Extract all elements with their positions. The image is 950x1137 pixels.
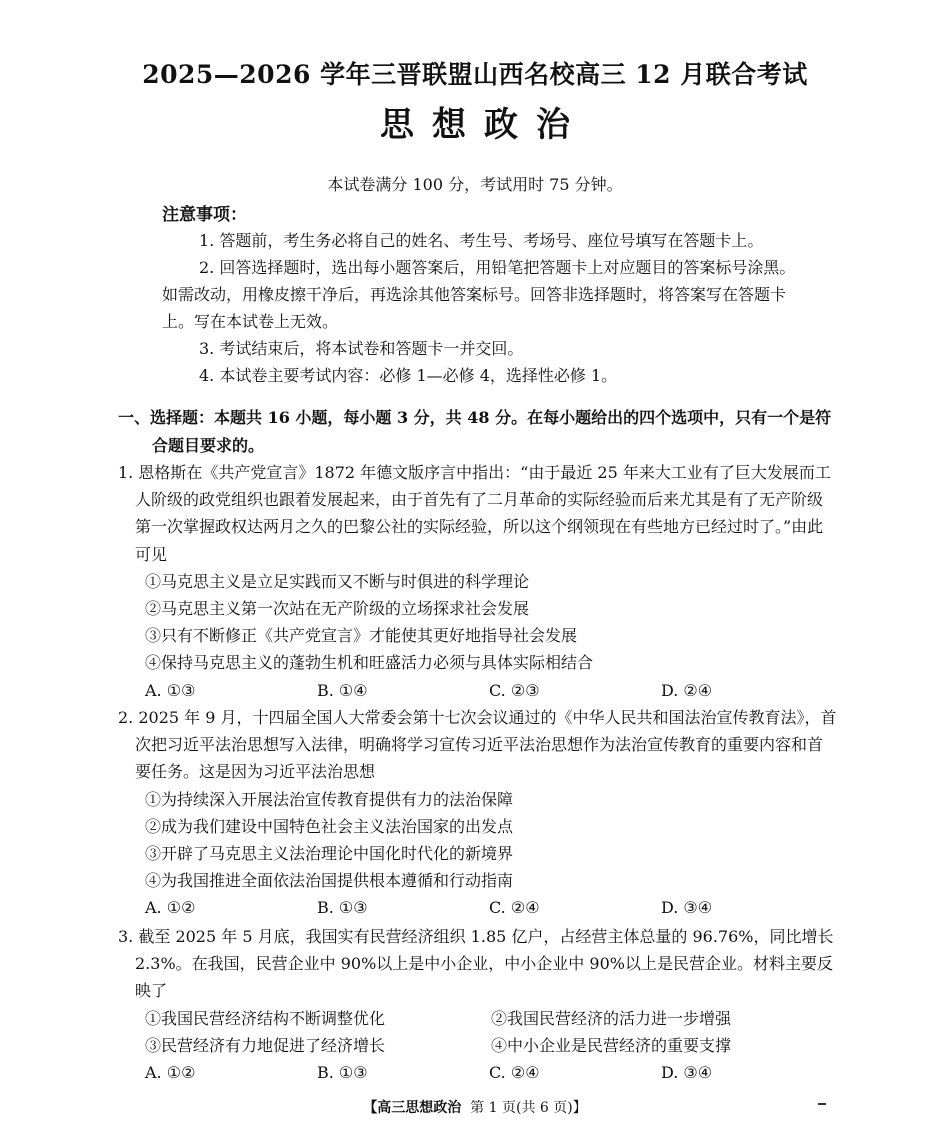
question-3 bbox=[118, 923, 838, 1086]
choice-a: A. ①③ bbox=[145, 680, 196, 700]
section-heading bbox=[118, 404, 838, 460]
statement-option: ④保持马克思主义的蓬勃生机和旺盛活力必须与具体实际相结合 bbox=[145, 653, 594, 673]
statement-option: ②马克思主义第一次站在无产阶级的立场探求社会发展 bbox=[145, 599, 530, 619]
statement-pair bbox=[118, 1032, 838, 1059]
footer-page-number: 第 1 页(共 6 页)】 bbox=[470, 1100, 587, 1116]
page-footer bbox=[0, 1097, 950, 1117]
statement-option: ③民营经济有力地促进了经济增长 bbox=[145, 1035, 386, 1055]
statement-option: ④为我国推进全面依法治国提供根本遵循和行动指南 bbox=[145, 871, 514, 891]
statement-pair bbox=[118, 1005, 838, 1032]
statement-option: ③开辟了马克思主义法治理论中国化时代化的新境界 bbox=[145, 844, 514, 864]
statement-option: ④中小企业是民营经济的重要支撑 bbox=[491, 1035, 732, 1055]
section-heading-line: 合题目要求的。 bbox=[152, 436, 265, 455]
choice-b: B. ①③ bbox=[317, 1063, 368, 1083]
scan-mark bbox=[818, 1103, 826, 1105]
question-2 bbox=[118, 704, 838, 922]
exam-title: 2025—2026 学年三晋联盟山西名校高三 12 月联合考试 bbox=[142, 60, 808, 89]
footer-subject: 【高三思想政治 bbox=[363, 1100, 462, 1116]
statement-option: ①为持续深入开展法治宣传教育提供有力的法治保障 bbox=[145, 789, 514, 809]
answer-choices bbox=[118, 1059, 838, 1086]
answer-choices bbox=[118, 894, 838, 921]
question-stem: 1. 恩格斯在《共产党宣言》1872 年德文版序言中指出：“由于最近 25 年来大工业有了巨大发展而工人阶级的政党组织也跟着发展起来，由于首先有了二月革命的实际经验而后来尤其是有了无产阶级第一次掌握政权达两月之久的巴黎公社的实际经验，所以这个纲领现在有些地方已经过时了。”由此可见 bbox=[118, 463, 831, 564]
notice-heading: 注意事项： bbox=[162, 205, 247, 225]
statement-option: ③只有不断修正《共产党宣言》才能使其更好地指导社会发展 bbox=[145, 626, 578, 646]
statement-option: ②我国民营经济的活力进一步增强 bbox=[491, 1008, 732, 1028]
statement-option: ②成为我们建设中国特色社会主义法治国家的出发点 bbox=[145, 816, 514, 836]
question-stem: 3. 截至 2025 年 5 月底，我国实有民营经济组织 1.85 亿户，占经营主体总量的 96.76%，同比增长 2.3%。在我国，民营企业中 90%以上是中小企业，中小企业中 90%以上是民营企业。材料主要反映了 bbox=[118, 927, 834, 1001]
choice-d: D. ③④ bbox=[661, 1063, 713, 1083]
choice-a: A. ①② bbox=[145, 1063, 196, 1083]
section-heading-line: 一、选择题：本题共 16 小题，每小题 3 分，共 48 分。在每小题给出的四个选项中，只有一个是符 bbox=[118, 408, 832, 427]
notice-item: 2. 回答选择题时，选出每小题答案后，用铅笔把答题卡上对应题目的答案标号涂黑。如需改动，用橡皮擦干净后，再选涂其他答案标号。回答非选择题时，将答案写在答题卡上。写在本试卷上无效。 bbox=[162, 258, 796, 331]
notice-list bbox=[162, 227, 802, 389]
choice-d: D. ③④ bbox=[661, 898, 713, 918]
subject-title: 思想政治 bbox=[380, 105, 588, 145]
choice-b: B. ①③ bbox=[317, 898, 368, 918]
choice-c: C. ②④ bbox=[489, 898, 540, 918]
choice-b: B. ①④ bbox=[317, 680, 368, 700]
choice-a: A. ①② bbox=[145, 898, 196, 918]
choice-c: C. ②④ bbox=[489, 1063, 540, 1083]
question-1 bbox=[118, 459, 838, 704]
notice-item: 1. 答题前，考生务必将自己的姓名、考生号、考场号、座位号填写在答题卡上。 bbox=[199, 231, 764, 250]
statement-option: ①马克思主义是立足实践而又不断与时俱进的科学理论 bbox=[145, 571, 530, 591]
choice-d: D. ②④ bbox=[661, 680, 713, 700]
statement-option: ①我国民营经济结构不断调整优化 bbox=[145, 1008, 386, 1028]
question-stem: 2. 2025 年 9 月，十四届全国人大常委会第十七次会议通过的《中华人民共和国法治宣传教育法》，首次把习近平法治思想写入法律，明确将学习宣传习近平法治思想作为法治宣传教育的重要内容和首要任务。这是因为习近平法治思想 bbox=[118, 708, 837, 782]
answer-choices bbox=[118, 677, 838, 704]
choice-c: C. ②③ bbox=[489, 680, 540, 700]
notice-item: 3. 考试结束后，将本试卷和答题卡一并交回。 bbox=[199, 339, 524, 358]
notice-item: 4. 本试卷主要考试内容：必修 1—必修 4，选择性必修 1。 bbox=[199, 366, 618, 385]
exam-info: 本试卷满分 100 分，考试用时 75 分钟。 bbox=[327, 175, 623, 194]
